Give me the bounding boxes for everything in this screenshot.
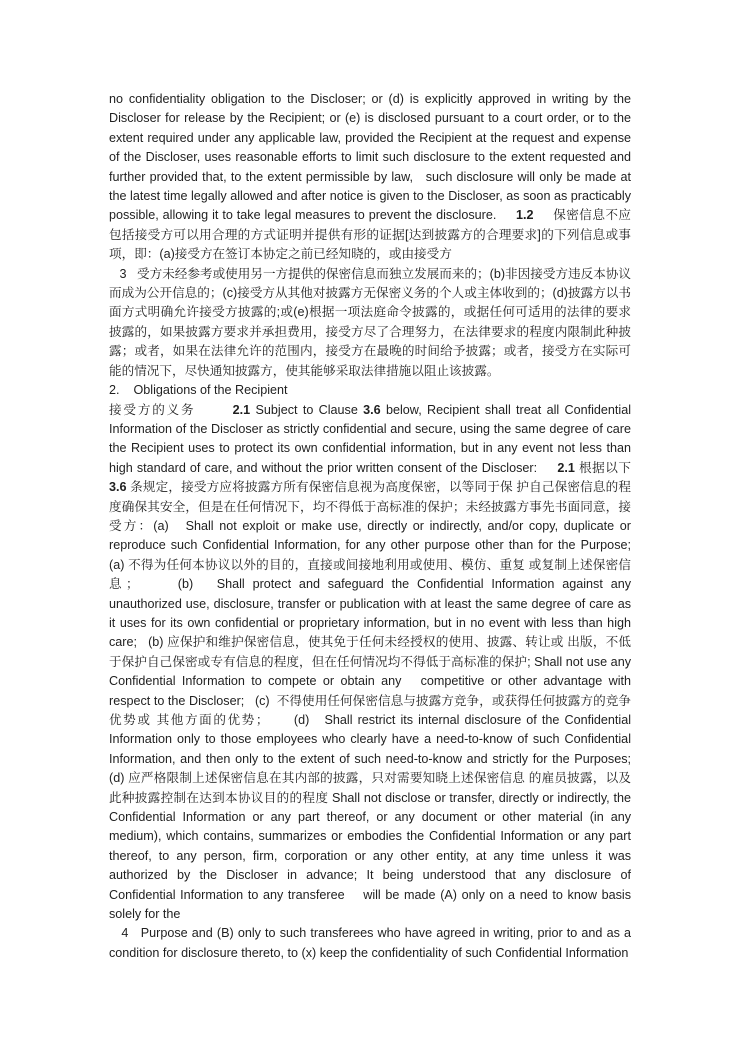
paragraph-clause-1-item-3 <box>109 265 631 381</box>
text-run: Subject to Clause <box>250 402 364 417</box>
text-run: 条规定，接受方应将披露方所有保密信息视为高度保密，以等同于保 护自己保密信息的程度确保其安全，但是在任何情况下，均不得低于高标准的保护；未经披露方事先书面同意，接受方：(a) Shall not exploit or make use, directly or indirectly, and/or copy, duplicate or reproduce such Confidential Information, for any other purpose other than for the Purpose; (a) 不得为任何本协议以外的目的，直接或间接地利用或使用、模仿、重复 或复制上述保密信息； (b) Shall protect and safeguard the Confidential Information against any unauthorized use, disclosure, transfer or publication with at least the same degree of care as it uses for its own confidential or proprietary information, but in no event with less than high care; (b) 应保护和维护保密信息，使其免于任何未经授权的使用、披露、转让或 出版，不低于保护自己保密或专有信息的程度，但在任何情况均不得低于高标准的保护; Shall not use any Confidential Information to compete or obtain any competitive or other advantage with respect to the Discloser; (c) 不得使用任何保密信息与披露方竞争，或获得任何披露方的竞争优势或 其他方面的优势； (d) Shall restrict its internal disclosure of the Confidential Information only to those employees who clearly have a need-to-know of such Confidential Information, and then only to the extent of such need-to-know and strictly for the Purposes; (d) 应严格限制上述保密信息在其内部的披露，只对需要知晓上述保密信息 的雇员披露，以及此种披露控制在达到本协议目的的程度 Shall not disclose or transfer, directly or indirectly, the Confidential Information or any part thereof, or any document or other material (in any medium), which contains, summarizes or embodies the Confidential Information or any part thereof, to any person, firm, corporation or any other entity, at any time unless it was authorized by the Discloser in advance; It being understood that any disclosure of Confidential Information to any transferee will be made (A) only on a need to know basis solely for the <box>109 480 649 922</box>
text-run: 2. Obligations of the Recipient <box>109 383 288 398</box>
text-run: 3 受方未经参考或使用另一方提供的保密信息而独立发展而来的；(b)非因接受方违反本协议而成为公开信息的；(c)接受方从其他对披露方无保密义务的个人或主体收到的；(d)披露方以书面方式明确允许接受方披露的;或(e)根据一项法庭命令披露的，或据任何可适用的法律的要求披露的，如果披露方要求并承担费用，接受方尽了合理努力，在法律要求的程度内限制此种披露；或者，如果在法律允许的范围内，接受方在最晚的时间给予披露；或者，接受方在实际可能的情况下，尽快通知披露方，使其能够采取法律措施以阻止该披露。 <box>109 266 631 378</box>
text-run: 根据以下 <box>574 460 635 475</box>
text-run: no confidentiality obligation to the Discloser; or (d) is explicitly approved in writing by the Discloser for release by the Recipient; or (e) is disclosed pursuant to a court order, or to the extent required under any applicable law, provided the Recipient at the request and expense of the Discloser, uses reasonable efforts to limit such disclosure to the extent requested and further provided that, to the extent permissible by law, such disclosure will only be made at the latest time legally allowed and after notice is given to the Discloser, as soon as practicably possible, allowing it to take legal measures to prevent the disclosure. <box>109 92 635 223</box>
section-number: 2.1 <box>232 402 251 417</box>
paragraph-clause-2-item-4 <box>109 924 635 963</box>
section-number: 1.2 <box>516 208 534 223</box>
text-run: 接受方的义务 <box>109 402 233 417</box>
text-run: 保密信息不应包括接受方可以用合理的方式证明并提供有形的证据[达到披露方的合理要求]的下列信息或事项，即：(a)接受方在签订本协定之前已经知晓的，或由接受方 <box>109 208 631 262</box>
heading-clause-2 <box>109 381 631 400</box>
section-number: 3.6 <box>363 402 381 417</box>
section-number: 3.6 <box>109 480 127 495</box>
section-number: 2.1 <box>557 460 575 475</box>
text-run: below, Recipient shall treat all Confidential Information of the Discloser as strictly confidential and secure, using the same degree of care the Recipient uses to protect its own confidential information, but in any event not less than high standard of care, and without the prior written consent of the Discloser: <box>109 402 635 475</box>
paragraph-clause-2-body <box>109 401 649 925</box>
text-run: 4 Purpose and (B) only to such transferees who have agreed in writing, prior to and as a condition for disclosure thereto, to (x) keep the confidentiality of such Confidential Information <box>109 926 635 960</box>
paragraph-clause-1-continuation <box>109 90 635 265</box>
document-text-block <box>109 90 649 963</box>
